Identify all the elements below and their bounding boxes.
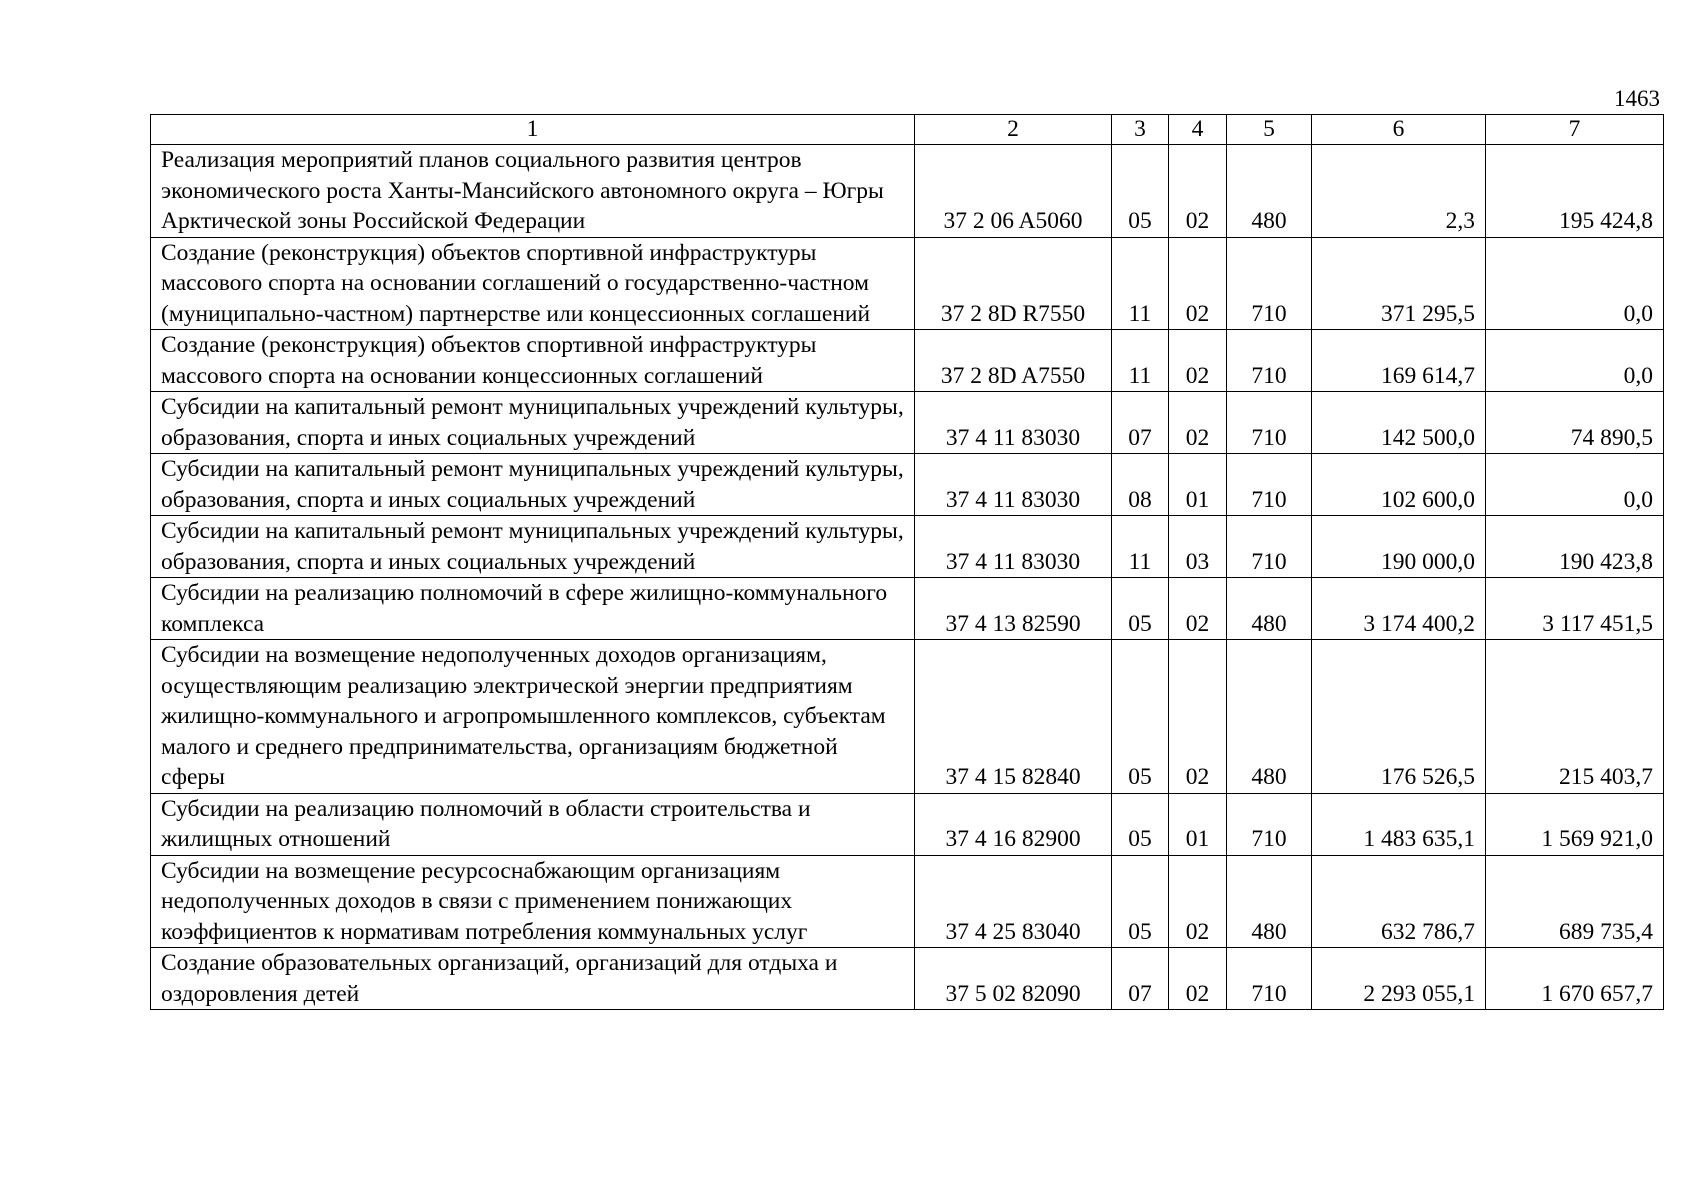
row-vr-cell: 710 [1227,237,1312,330]
row-csr-cell: 37 2 8D A7550 [915,330,1112,392]
row-name-cell: Создание (реконструкция) объектов спортивной инфраструктуры массового спорта на основании соглашений о государственно-частном (муниципально-частном) партнерстве или концессионных соглашений [151,237,915,330]
row-pr-cell: 02 [1169,948,1227,1010]
row-sum1-cell: 142 500,0 [1312,392,1486,454]
row-pr-cell: 01 [1169,793,1227,855]
row-rz-cell: 05 [1112,145,1169,238]
row-sum2-cell: 0,0 [1486,237,1664,330]
row-rz-cell: 07 [1112,948,1169,1010]
row-sum1-cell: 1 483 635,1 [1312,793,1486,855]
row-pr-cell: 02 [1169,640,1227,794]
row-name-cell: Субсидии на капитальный ремонт муниципальных учреждений культуры, образования, спорта и иных социальных учреждений [151,392,915,454]
row-sum2-cell: 3 117 451,5 [1486,578,1664,640]
row-vr-cell: 480 [1227,855,1312,948]
header-cell: 3 [1112,115,1169,145]
row-pr-cell: 03 [1169,516,1227,578]
row-pr-cell: 02 [1169,237,1227,330]
row-sum2-cell: 190 423,8 [1486,516,1664,578]
row-csr-cell: 37 2 06 A5060 [915,145,1112,238]
budget-table [150,114,1664,1010]
row-pr-cell: 01 [1169,454,1227,516]
row-vr-cell: 480 [1227,578,1312,640]
row-csr-cell: 37 4 16 82900 [915,793,1112,855]
header-cell: 7 [1486,115,1664,145]
row-sum1-cell: 2 293 055,1 [1312,948,1486,1010]
row-sum1-cell: 371 295,5 [1312,237,1486,330]
row-sum2-cell: 74 890,5 [1486,392,1664,454]
table-row [151,145,1664,238]
table-row [151,578,1664,640]
row-name-cell: Реализация мероприятий планов социального развития центров экономического роста Ханты-Мансийского автономного округа – Югры Арктической зоны Российской Федерации [151,145,915,238]
row-sum1-cell: 2,3 [1312,145,1486,238]
row-csr-cell: 37 4 11 83030 [915,516,1112,578]
table-row [151,237,1664,330]
row-name-cell: Создание образовательных организаций, организаций для отдыха и оздоровления детей [151,948,915,1010]
header-row [151,115,1664,145]
row-csr-cell: 37 4 15 82840 [915,640,1112,794]
header-cell: 5 [1227,115,1312,145]
row-rz-cell: 05 [1112,793,1169,855]
row-sum1-cell: 3 174 400,2 [1312,578,1486,640]
row-sum1-cell: 632 786,7 [1312,855,1486,948]
row-vr-cell: 710 [1227,948,1312,1010]
row-rz-cell: 11 [1112,516,1169,578]
table-row [151,516,1664,578]
row-vr-cell: 480 [1227,640,1312,794]
row-vr-cell: 710 [1227,516,1312,578]
row-sum1-cell: 169 614,7 [1312,330,1486,392]
row-pr-cell: 02 [1169,392,1227,454]
table-row [151,793,1664,855]
row-rz-cell: 05 [1112,640,1169,794]
row-csr-cell: 37 4 13 82590 [915,578,1112,640]
row-name-cell: Субсидии на капитальный ремонт муниципальных учреждений культуры, образования, спорта и иных социальных учреждений [151,516,915,578]
row-pr-cell: 02 [1169,145,1227,238]
row-sum1-cell: 176 526,5 [1312,640,1486,794]
table-row [151,948,1664,1010]
row-sum2-cell: 195 424,8 [1486,145,1664,238]
row-name-cell: Субсидии на реализацию полномочий в сфере жилищно-коммунального комплекса [151,578,915,640]
row-vr-cell: 710 [1227,454,1312,516]
row-rz-cell: 05 [1112,578,1169,640]
row-sum1-cell: 102 600,0 [1312,454,1486,516]
row-vr-cell: 710 [1227,793,1312,855]
row-vr-cell: 710 [1227,330,1312,392]
row-name-cell: Субсидии на реализацию полномочий в области строительства и жилищных отношений [151,793,915,855]
page-number: 1463 [1614,86,1660,111]
row-sum2-cell: 689 735,4 [1486,855,1664,948]
row-rz-cell: 08 [1112,454,1169,516]
row-rz-cell: 11 [1112,330,1169,392]
row-rz-cell: 11 [1112,237,1169,330]
table-row [151,392,1664,454]
table-row [151,640,1664,794]
row-name-cell: Субсидии на возмещение недополученных доходов организациям, осуществляющим реализацию электрической энергии предприятиям жилищно-коммунального и агропромышленного комплексов, субъектам малого и среднего предпринимательства, организациям бюджетной сферы [151,640,915,794]
row-sum2-cell: 0,0 [1486,330,1664,392]
row-vr-cell: 710 [1227,392,1312,454]
row-csr-cell: 37 4 25 83040 [915,855,1112,948]
row-vr-cell: 480 [1227,145,1312,238]
row-sum2-cell: 1 569 921,0 [1486,793,1664,855]
row-csr-cell: 37 5 02 82090 [915,948,1112,1010]
table-row [151,855,1664,948]
row-sum1-cell: 190 000,0 [1312,516,1486,578]
header-cell: 1 [151,115,915,145]
row-name-cell: Создание (реконструкция) объектов спортивной инфраструктуры массового спорта на основании концессионных соглашений [151,330,915,392]
row-pr-cell: 02 [1169,330,1227,392]
row-sum2-cell: 1 670 657,7 [1486,948,1664,1010]
header-cell: 6 [1312,115,1486,145]
table-row [151,454,1664,516]
row-rz-cell: 07 [1112,392,1169,454]
header-cell: 4 [1169,115,1227,145]
row-csr-cell: 37 4 11 83030 [915,454,1112,516]
row-rz-cell: 05 [1112,855,1169,948]
row-csr-cell: 37 2 8D R7550 [915,237,1112,330]
row-csr-cell: 37 4 11 83030 [915,392,1112,454]
header-cell: 2 [915,115,1112,145]
row-sum2-cell: 0,0 [1486,454,1664,516]
table-row [151,330,1664,392]
row-sum2-cell: 215 403,7 [1486,640,1664,794]
row-pr-cell: 02 [1169,578,1227,640]
row-name-cell: Субсидии на капитальный ремонт муниципальных учреждений культуры, образования, спорта и иных социальных учреждений [151,454,915,516]
row-pr-cell: 02 [1169,855,1227,948]
row-name-cell: Субсидии на возмещение ресурсоснабжающим организациям недополученных доходов в связи с применением понижающих коэффициентов к нормативам потребления коммунальных услуг [151,855,915,948]
